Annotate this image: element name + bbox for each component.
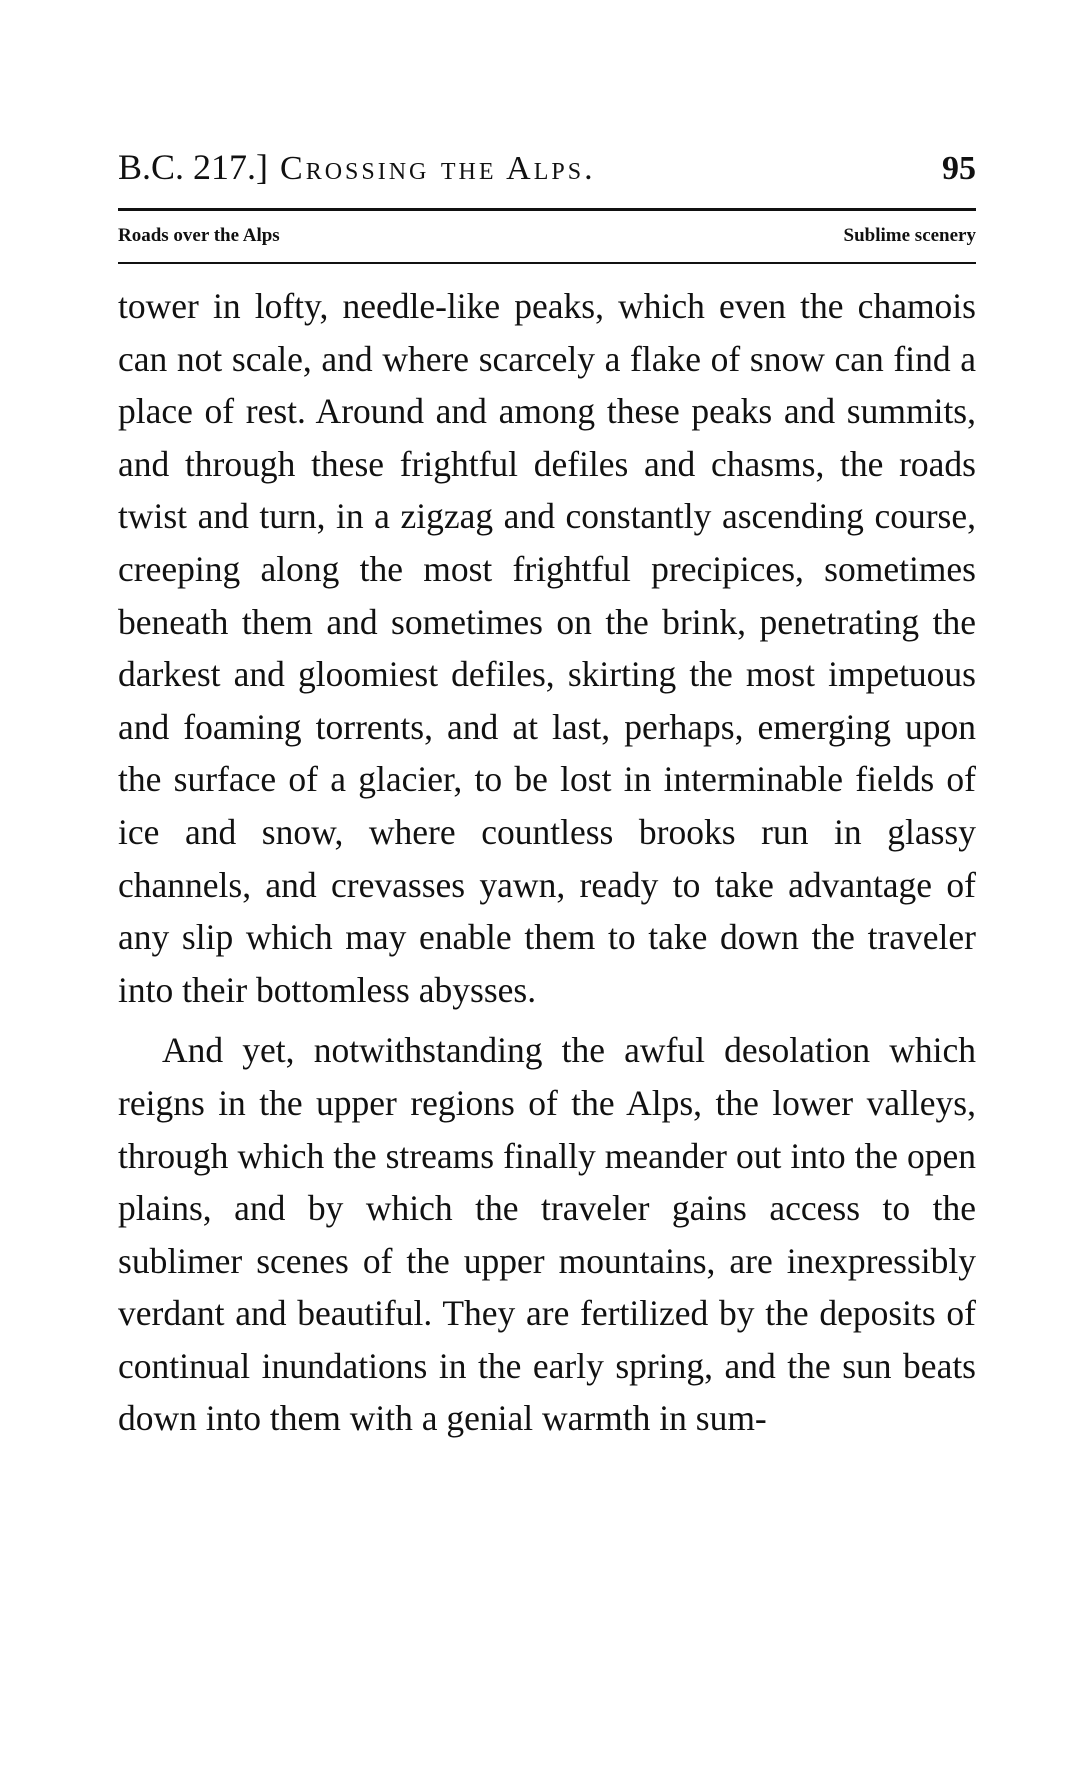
paragraph-continuation: tower in lofty, needle-like peaks, which even the chamois can not scale, and where scarcely a flake of snow can find a place of rest. Around and among these peaks and summits, and through these frightful defiles and chasms, the roads twist and turn, in a zigzag and constantly ascending course, creeping along the most frightful precipices, sometimes beneath them and sometimes on the brink, penetrating the darkest and gloomiest defiles, skirting the most impetuous and foaming torrents, and at last, perhaps, emerging upon the surface of a glacier, to be lost in interminable fields of ice and snow, where countless brooks run in glassy channels, and crevasses yawn, ready to take advantage of any slip which may enable them to take down the traveler into their bottomless abysses. <box>118 286 976 1010</box>
running-head <box>118 142 976 192</box>
header-rule-bottom <box>118 262 976 264</box>
marginal-subheads <box>118 216 976 256</box>
subhead-left: Roads over the Alps <box>118 225 280 246</box>
subhead-right: Sublime scenery <box>843 225 976 246</box>
paragraph-and-yet: And yet, notwithstanding the awful desolation which reigns in the upper regions of the Alps, the lower valleys, through which the streams finally meander out into the open plains, and by which the traveler gains access to the sublimer scenes of the upper mountains, are inexpressibly verdant and beautiful. They are fertilized by the deposits of continual inundations in the early spring, and the sun beats down into them with a genial warmth in sum- <box>118 1030 976 1439</box>
body-text <box>118 280 976 1453</box>
book-page <box>118 0 976 1777</box>
running-head-title: Crossing the Alps. <box>280 150 596 187</box>
running-head-left <box>118 142 596 194</box>
header-rule-top <box>118 208 976 211</box>
running-head-date: B.C. 217.] <box>118 147 269 187</box>
page-number: 95 <box>942 150 976 187</box>
